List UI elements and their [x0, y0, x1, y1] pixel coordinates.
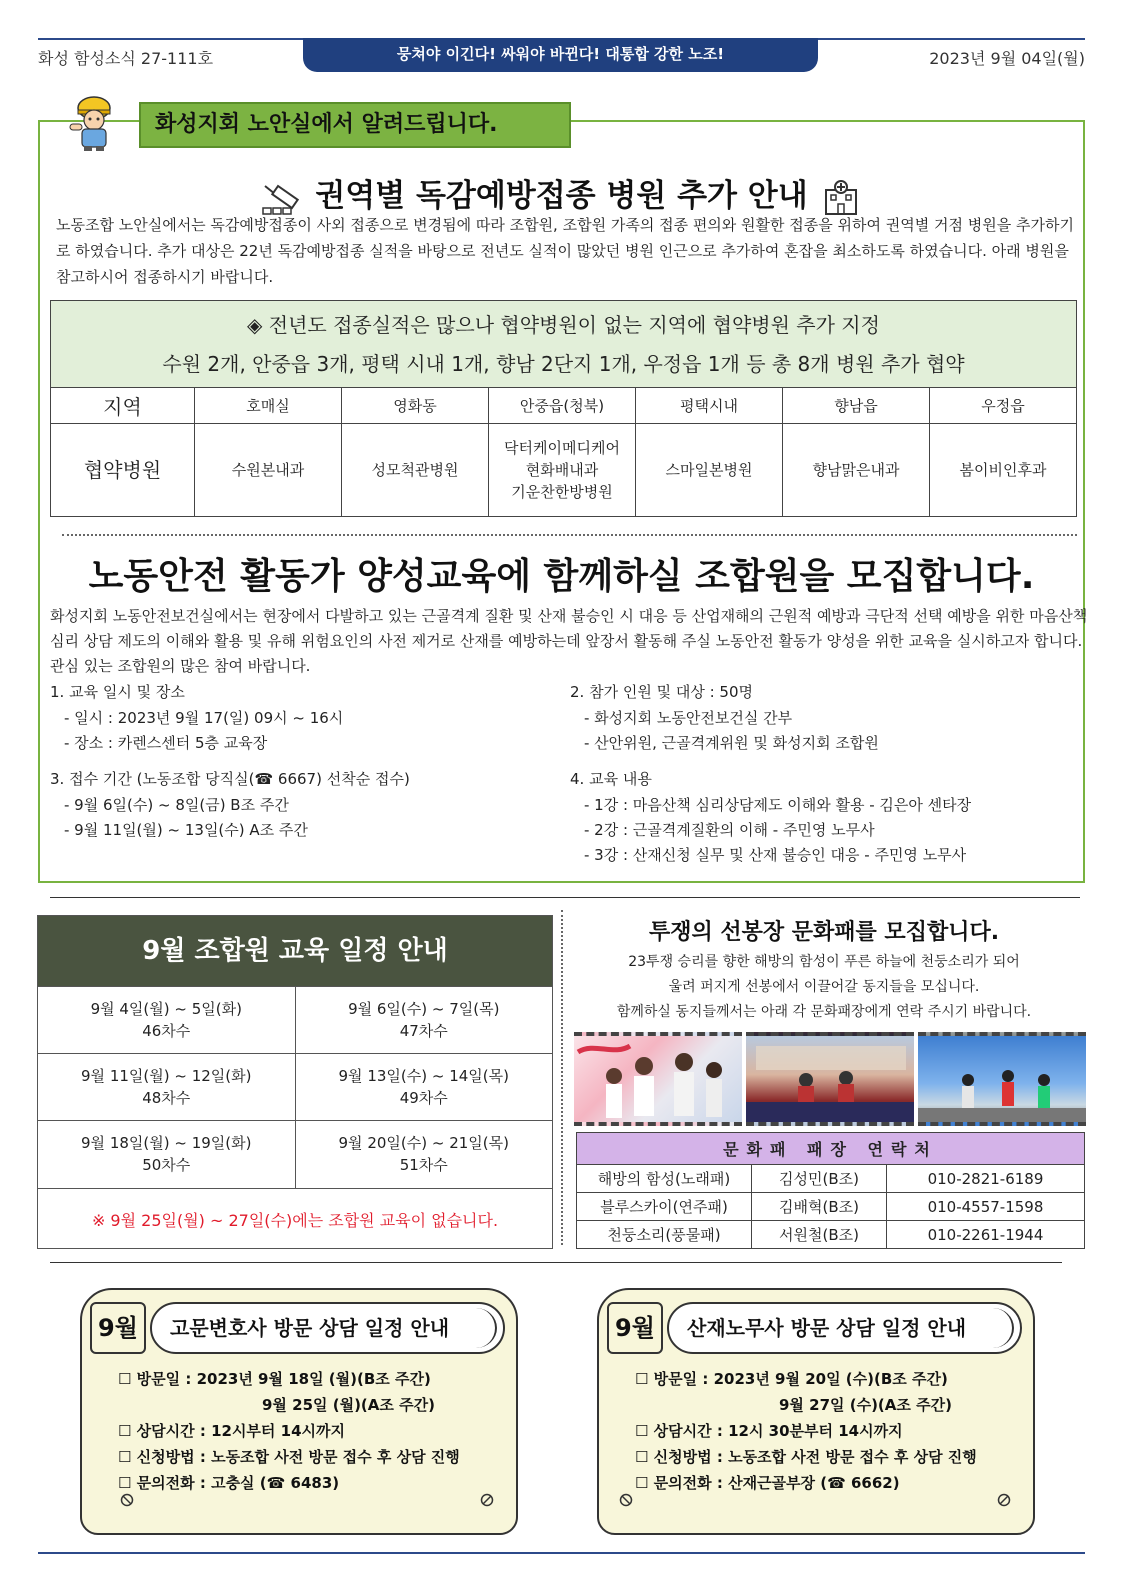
schedule-date: 9월 11일(월) ~ 12일(화): [81, 1067, 252, 1085]
drum-group-photo: [918, 1032, 1086, 1126]
schedule-date: 9월 6일(수) ~ 7일(목): [348, 1000, 500, 1018]
schedule-date: 9월 4일(월) ~ 5일(화): [90, 1000, 242, 1018]
table-row: [38, 1054, 552, 1121]
leader-name: 서원철(B조): [752, 1221, 887, 1249]
hospital-cell: 스마일본병원: [636, 424, 783, 517]
screw-icon: [480, 1493, 494, 1507]
section-4-item: - 1강 : 마음산책 심리상담제도 이해와 활용 - 김은아 센타장: [584, 796, 972, 814]
culture-line: 함께하실 동지들께서는 아래 각 문화패장에게 연락 주시기 바랍니다.: [616, 1004, 1032, 1020]
leader-name: 김성민(B조): [752, 1165, 887, 1193]
education-note: ※ 9월 25일(월) ~ 27일(수)에는 조합원 교육이 없습니다.: [38, 1188, 552, 1251]
culture-line: 23투쟁 승리를 향한 해방의 함성이 푸른 하늘에 천둥소리가 되어: [628, 954, 1020, 970]
hospital-table: [50, 387, 1077, 517]
card-body: [635, 1366, 977, 1496]
issue-date: 2023년 9월 04일(월): [929, 49, 1085, 68]
schedule-cell: [38, 1121, 295, 1188]
schedule-date: 9월 20일(수) ~ 21일(목): [338, 1134, 509, 1153]
education-schedule: [37, 915, 553, 1249]
card-title: 산재노무사 방문 상담 일정 안내: [667, 1302, 1022, 1354]
table-row: [38, 1121, 552, 1188]
section-2-heading: 2. 참가 인원 및 대상 : 50명: [570, 683, 753, 701]
band-group-photo: [746, 1032, 914, 1126]
leader-name: 김배혁(B조): [752, 1193, 887, 1221]
safety-body: 화성지회 노동안전보건실에서는 현장에서 다발하고 있는 근골격계 질환 및 산재 불승인 시 대응 등 산업재해의 근원적 예방과 극단적 선택 예방을 위한 마음산책 심리 상담 제도의 이해와 활용 및 유해 위험요인의 사전 제거로 산재를 예방하는데 앞장서 활동해 주실 노동안전 활동가 양성을 위한 교육을 실시하고자 합니다. 관심 있는 조합원의 많은 참여 바랍니다.: [50, 607, 1088, 675]
section-2-item: - 산안위원, 근골격계위원 및 화성지회 조합원: [584, 734, 879, 752]
section-divider: [50, 1262, 1062, 1263]
issue-number: 화성 함성소식 27-111호: [38, 49, 214, 68]
slogan-banner: 뭉쳐야 이긴다! 싸워야 바뀐다! 대통합 강한 노조!: [303, 38, 818, 72]
screw-icon: [997, 1493, 1011, 1507]
hospital-icon: [818, 180, 864, 216]
card-body: [118, 1366, 460, 1496]
contact-table-header: 문화패 패장 연락처: [577, 1133, 1085, 1165]
group-name: 해방의 함성(노래패): [577, 1165, 752, 1193]
dotted-divider: [62, 534, 1077, 536]
card-month: 9월: [90, 1302, 146, 1354]
schedule-cell: [295, 1054, 552, 1121]
schedule-session: 48차수: [142, 1089, 191, 1107]
hospital-header: 협약병원: [51, 424, 195, 517]
inquiry-phone: ☐ 문의전화 : 고충실 (☎ 6483): [118, 1474, 340, 1492]
section-3-item: - 9월 6일(수) ~ 8일(금) B조 주간: [64, 796, 289, 814]
safety-col-right: [570, 680, 1070, 868]
schedule-date: 9월 18일(월) ~ 19일(화): [81, 1134, 252, 1153]
singing-group-photo: [574, 1032, 742, 1126]
section-2-item: - 화성지회 노동안전보건실 간부: [584, 709, 793, 727]
worker-mascot-icon: [62, 94, 122, 152]
visit-date: ☐ 방문일 : 2023년 9월 20일 (수)(B조 주간): [635, 1370, 948, 1388]
section-4-heading: 4. 교육 내용: [570, 770, 652, 788]
phone-number: 010-2821-6189: [887, 1165, 1085, 1193]
visit-date: ☐ 방문일 : 2023년 9월 18일 (월)(B조 주간): [118, 1370, 431, 1388]
region-cell: 향남읍: [783, 388, 930, 424]
schedule-session: 49차수: [399, 1089, 448, 1107]
visit-date-2: 9월 25일 (월)(A조 주간): [262, 1396, 435, 1414]
safety-title: 노동안전 활동가 양성교육에 함께하실 조합원을 모집합니다.: [88, 556, 1035, 597]
footer-rule: [38, 1552, 1085, 1554]
culture-contact-table: [576, 1132, 1085, 1249]
section-4-item: - 3강 : 산재신청 실무 및 산재 불승인 대응 - 주민영 노무사: [584, 846, 967, 864]
table-row: [577, 1133, 1085, 1165]
singing-group-image: [574, 1036, 742, 1122]
hospital-cell: 성모척관병원: [342, 424, 489, 517]
labor-consult-card: [597, 1288, 1035, 1535]
group-name: 천둥소리(풍물패): [577, 1221, 752, 1249]
hospital-cell: 닥터케이메디케어 현화배내과 기운찬한방병원: [489, 424, 636, 517]
schedule-cell: [295, 987, 552, 1054]
card-month: 9월: [607, 1302, 663, 1354]
section-4-item: - 2강 : 근골격계질환의 이해 - 주민영 노무사: [584, 821, 875, 839]
lawyer-consult-card: [80, 1288, 518, 1535]
table-row: [577, 1165, 1085, 1193]
region-cell: 호매실: [195, 388, 342, 424]
culture-line: 울려 퍼지게 선봉에서 이끌어갈 동지들을 모십니다.: [668, 979, 980, 995]
safety-col-left: [50, 680, 560, 843]
apply-method: ☐ 신청방법 : 노동조합 사전 방문 접수 후 상담 진행: [118, 1448, 460, 1466]
table-row: [51, 388, 1077, 424]
section-1-heading: 1. 교육 일시 및 장소: [50, 683, 185, 701]
section-1-item: - 일시 : 2023년 9월 17(일) 09시 ~ 16시: [64, 709, 344, 727]
schedule-session: 51차수: [399, 1156, 448, 1175]
hospital-cell: 수원본내과: [195, 424, 342, 517]
vaccine-highlight: [50, 300, 1077, 387]
vaccine-title-row: [0, 170, 1123, 216]
region-cell: 안중읍(청북): [489, 388, 636, 424]
highlight-line-2: 수원 2개, 안중읍 3개, 평택 시내 1개, 향남 2단지 1개, 우정읍 1개 등 총 8개 병원 추가 협약: [162, 352, 965, 376]
hospital-cell: 봄이비인후과: [930, 424, 1077, 517]
culture-title: 투쟁의 선봉장 문화패를 모집합니다.: [648, 920, 1000, 945]
card-title: 고문변호사 방문 상담 일정 안내: [150, 1302, 505, 1354]
education-title: 9월 조합원 교육 일정 안내: [38, 916, 552, 986]
phone-number: 010-4557-1598: [887, 1193, 1085, 1221]
region-header: 지역: [51, 388, 195, 424]
schedule-cell: [38, 1054, 295, 1121]
table-row: [51, 424, 1077, 517]
consult-time: ☐ 상담시간 : 12시 30분부터 14시까지: [635, 1422, 903, 1440]
screw-icon: [619, 1493, 633, 1507]
vaccine-body: 노동조합 노안실에서는 독감예방접종이 사외 접종으로 변경됨에 따라 조합원, 조합원 가족의 접종 편의와 원활한 접종을 위하여 권역별 거점 병원을 추가하기로 하였습니다. 추가 대상은 22년 독감예방접종 실적을 바탕으로 전년도 실적이 많았던 병원 인근으로 추가하여 혼잡을 최소하도록 하였습니다. 아래 병원을 참고하시어 접종하시기 바랍니다.: [56, 216, 1074, 286]
section-1-item: - 장소 : 카렌스센터 5층 교육장: [64, 734, 268, 752]
visit-date-2: 9월 27일 (수)(A조 주간): [779, 1396, 952, 1414]
schedule-session: 46차수: [142, 1022, 191, 1040]
table-row: [577, 1193, 1085, 1221]
phone-number: 010-2261-1944: [887, 1221, 1085, 1249]
culture-photo-strip: [574, 1032, 1086, 1126]
consult-time: ☐ 상담시간 : 12시부터 14시까지: [118, 1422, 345, 1440]
table-row: [38, 987, 552, 1054]
drum-group-image: [918, 1036, 1086, 1122]
page-header: [38, 38, 1085, 78]
schedule-cell: [38, 987, 295, 1054]
inquiry-phone: ☐ 문의전화 : 산재근골부장 (☎ 6662): [635, 1474, 900, 1492]
region-cell: 우정읍: [930, 388, 1077, 424]
apply-method: ☐ 신청방법 : 노동조합 사전 방문 접수 후 상담 진행: [635, 1448, 977, 1466]
syringe-icon: [259, 180, 305, 216]
education-table: [38, 986, 552, 1188]
section-3-heading: 3. 접수 기간 (노동조합 당직실(☎ 6667) 선착순 접수): [50, 770, 410, 788]
culture-body: [566, 950, 1082, 1025]
vaccine-title: 권역별 독감예방접종 병원 추가 안내: [315, 178, 808, 214]
schedule-session: 47차수: [399, 1022, 448, 1040]
section-3-item: - 9월 11일(월) ~ 13일(수) A조 주간: [64, 821, 308, 839]
region-cell: 평택시내: [636, 388, 783, 424]
section-divider: [50, 897, 1080, 898]
table-row: [577, 1221, 1085, 1249]
band-group-image: [746, 1036, 914, 1122]
group-name: 블루스카이(연주패): [577, 1193, 752, 1221]
region-cell: 영화동: [342, 388, 489, 424]
vertical-dotted-divider: [561, 910, 563, 1245]
hospital-cell: 향남맑은내과: [783, 424, 930, 517]
schedule-date: 9월 13일(수) ~ 14일(목): [338, 1067, 509, 1085]
screw-icon: [120, 1493, 134, 1507]
notice-tag: 화성지회 노안실에서 알려드립니다.: [139, 102, 571, 148]
schedule-session: 50차수: [142, 1156, 191, 1175]
schedule-cell: [295, 1121, 552, 1188]
highlight-line-1: ◈ 전년도 접종실적은 많으나 협약병원이 없는 지역에 협약병원 추가 지정: [247, 313, 880, 337]
